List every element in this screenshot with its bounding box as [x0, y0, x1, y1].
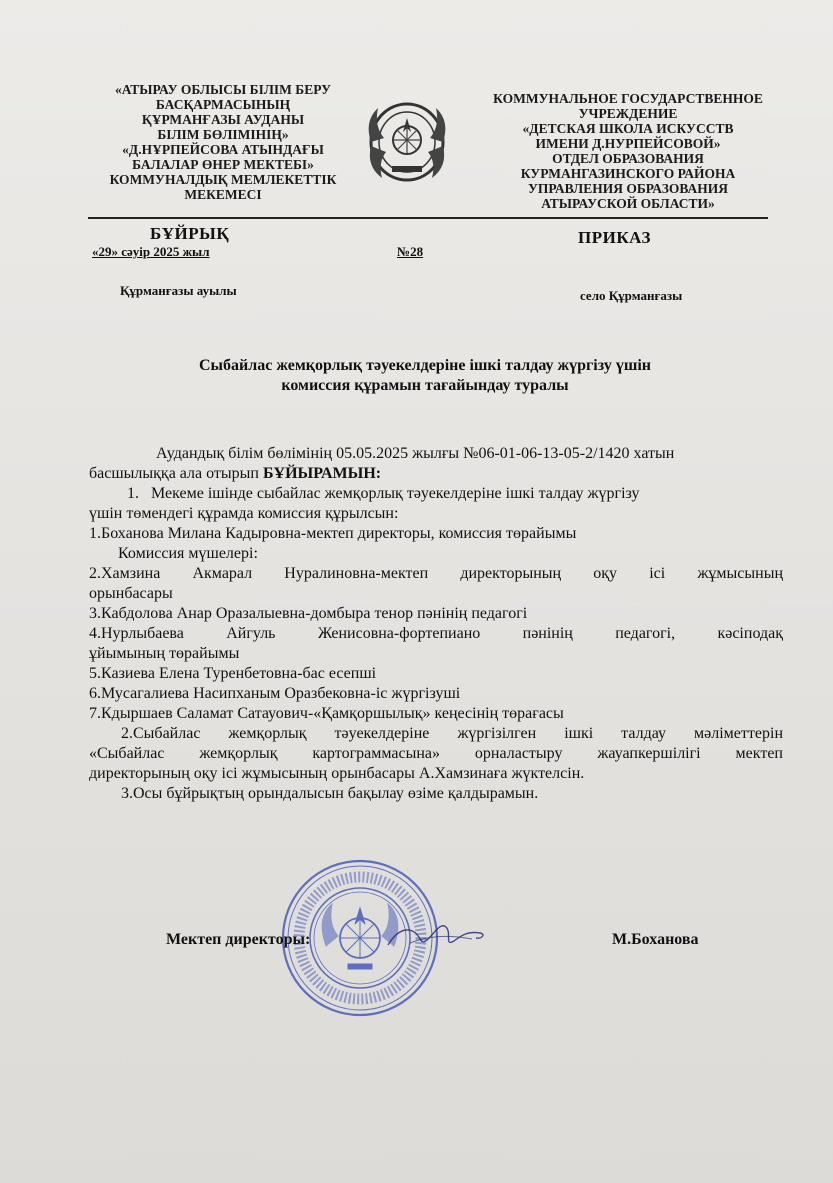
member-2-cont: орынбасары	[89, 585, 173, 602]
paragraph-number: 1.	[127, 485, 139, 502]
state-emblem-icon	[356, 96, 458, 188]
header-right-line: УПРАВЛЕНИЯ ОБРАЗОВАНИЯ	[528, 181, 728, 196]
intro-line	[89, 464, 783, 484]
intro-text: басшылыққа ала отырып	[89, 465, 263, 482]
order-number: №28	[397, 244, 424, 259]
paragraph-1	[89, 484, 783, 504]
order-date: «29» сәуір 2025 жыл	[92, 244, 210, 259]
header-left-kz	[92, 82, 354, 202]
place-kz: Құрманғазы ауылы	[120, 283, 237, 298]
paragraph-text: Мекеме ішінде сыбайлас жемқорлық тәуекелдеріне ішкі талдау жүргізу	[151, 485, 640, 502]
header-left-line: БАСҚАРМАСЫНЫҢ	[155, 97, 291, 112]
doc-type-kz: БҰЙРЫҚ	[150, 224, 230, 243]
header-left-line: КОММУНАЛДЫҚ МЕМЛЕКЕТТІК	[109, 172, 337, 187]
header-left-line: «АТЫРАУ ОБЛЫСЫ БІЛІМ БЕРУ	[114, 82, 332, 97]
header-right-line: «ДЕТСКАЯ ШКОЛА ИСКУССТВ	[522, 121, 734, 136]
header-left-line: МЕКЕМЕСІ	[184, 187, 262, 202]
doc-type-ru: ПРИКАЗ	[578, 228, 651, 247]
paragraph-2-cont: «Сыбайлас жемқорлық картограммасына» орналастыру жауапкершілігі мектеп	[89, 745, 783, 762]
member-6: 6.Мусагалиева Насипханым Оразбековна-іс жүргізуші	[89, 685, 461, 702]
place-ru: село Құрманғазы	[580, 288, 683, 303]
header-divider	[88, 217, 768, 219]
members-label: Комиссия мүшелері:	[118, 545, 258, 562]
header-right-line: КУРМАНГАЗИНСКОГО РАЙОНА	[520, 166, 736, 181]
header-left-line: ҚҰРМАНҒАЗЫ АУДАНЫ	[141, 112, 305, 127]
order-title	[100, 356, 750, 396]
order-body	[89, 444, 783, 804]
header-right-line: КОММУНАЛЬНОЕ ГОСУДАРСТВЕННОЕ	[493, 91, 763, 106]
paragraph-3: 3.Осы бұйрықтың орындалысын бақылау өзіме қалдырамын.	[121, 785, 539, 802]
header-right-line: АТЫРАУСКОЙ ОБЛАСТИ»	[541, 196, 715, 211]
member-5: 5.Казиева Елена Туренбетовна-бас есепші	[89, 665, 377, 682]
header-left-line: «Д.НҰРПЕЙСОВА АТЫНДАҒЫ	[122, 142, 324, 157]
member-7: 7.Кдыршаев Саламат Сатауович-«Қамқоршылық» кеңесінің төрағасы	[89, 705, 564, 722]
paragraph-2: 2.Сыбайлас жемқорлық тәуекелдеріне жүргізілген ішкі талдау мәліметтерін	[121, 725, 783, 742]
member-4: 4.Нурлыбаева Айгуль Женисовна-фортепиано пәнінің педагогі, кәсіподақ	[89, 625, 783, 642]
header-right-line: ОТДЕЛ ОБРАЗОВАНИЯ	[552, 151, 704, 166]
signature-label: Мектеп директоры:	[166, 931, 311, 948]
member-2: 2.Хамзина Акмарал Нуралиновна-мектеп директорының оқу ісі жұмысының	[89, 565, 783, 582]
member-1: 1.Боханова Милана Кадыровна-мектеп директоры, комиссия төрайымы	[89, 525, 577, 542]
header-left-line: БАЛАЛАР ӨНЕР МЕКТЕБІ»	[132, 157, 314, 172]
title-line: Сыбайлас жемқорлық тәуекелдеріне ішкі талдау жүргізу үшін	[198, 357, 651, 374]
order-word: БҰЙЫРАМЫН:	[262, 465, 382, 482]
signatory-name: М.Боханова	[612, 931, 699, 948]
signature-icon	[380, 905, 490, 965]
paragraph-2-end: директорының оқу ісі жұмысының орынбасары А.Хамзинаға жүктелсін.	[89, 765, 585, 782]
header-left-line: БІЛІМ БӨЛІМІНІҢ»	[157, 127, 289, 142]
paragraph-1-cont: үшін төмендегі құрамда комиссия құрылсын:	[89, 505, 399, 522]
header-right-ru	[478, 91, 778, 211]
title-line: комиссия құрамын тағайындау туралы	[281, 377, 569, 394]
member-3: 3.Кабдолова Анар Оразалыевна-домбыра тенор пәнінің педагогі	[89, 605, 528, 622]
intro-line: Аудандық білім бөлімінің 05.05.2025 жылғы №06-01-06-13-05-2/1420 хатын	[156, 445, 675, 462]
header-right-line: ИМЕНИ Д.НУРПЕЙСОВОЙ»	[535, 136, 721, 151]
header-right-line: УЧРЕЖДЕНИЕ	[578, 106, 678, 121]
member-4-cont: ұйымының төрайымы	[89, 645, 240, 662]
